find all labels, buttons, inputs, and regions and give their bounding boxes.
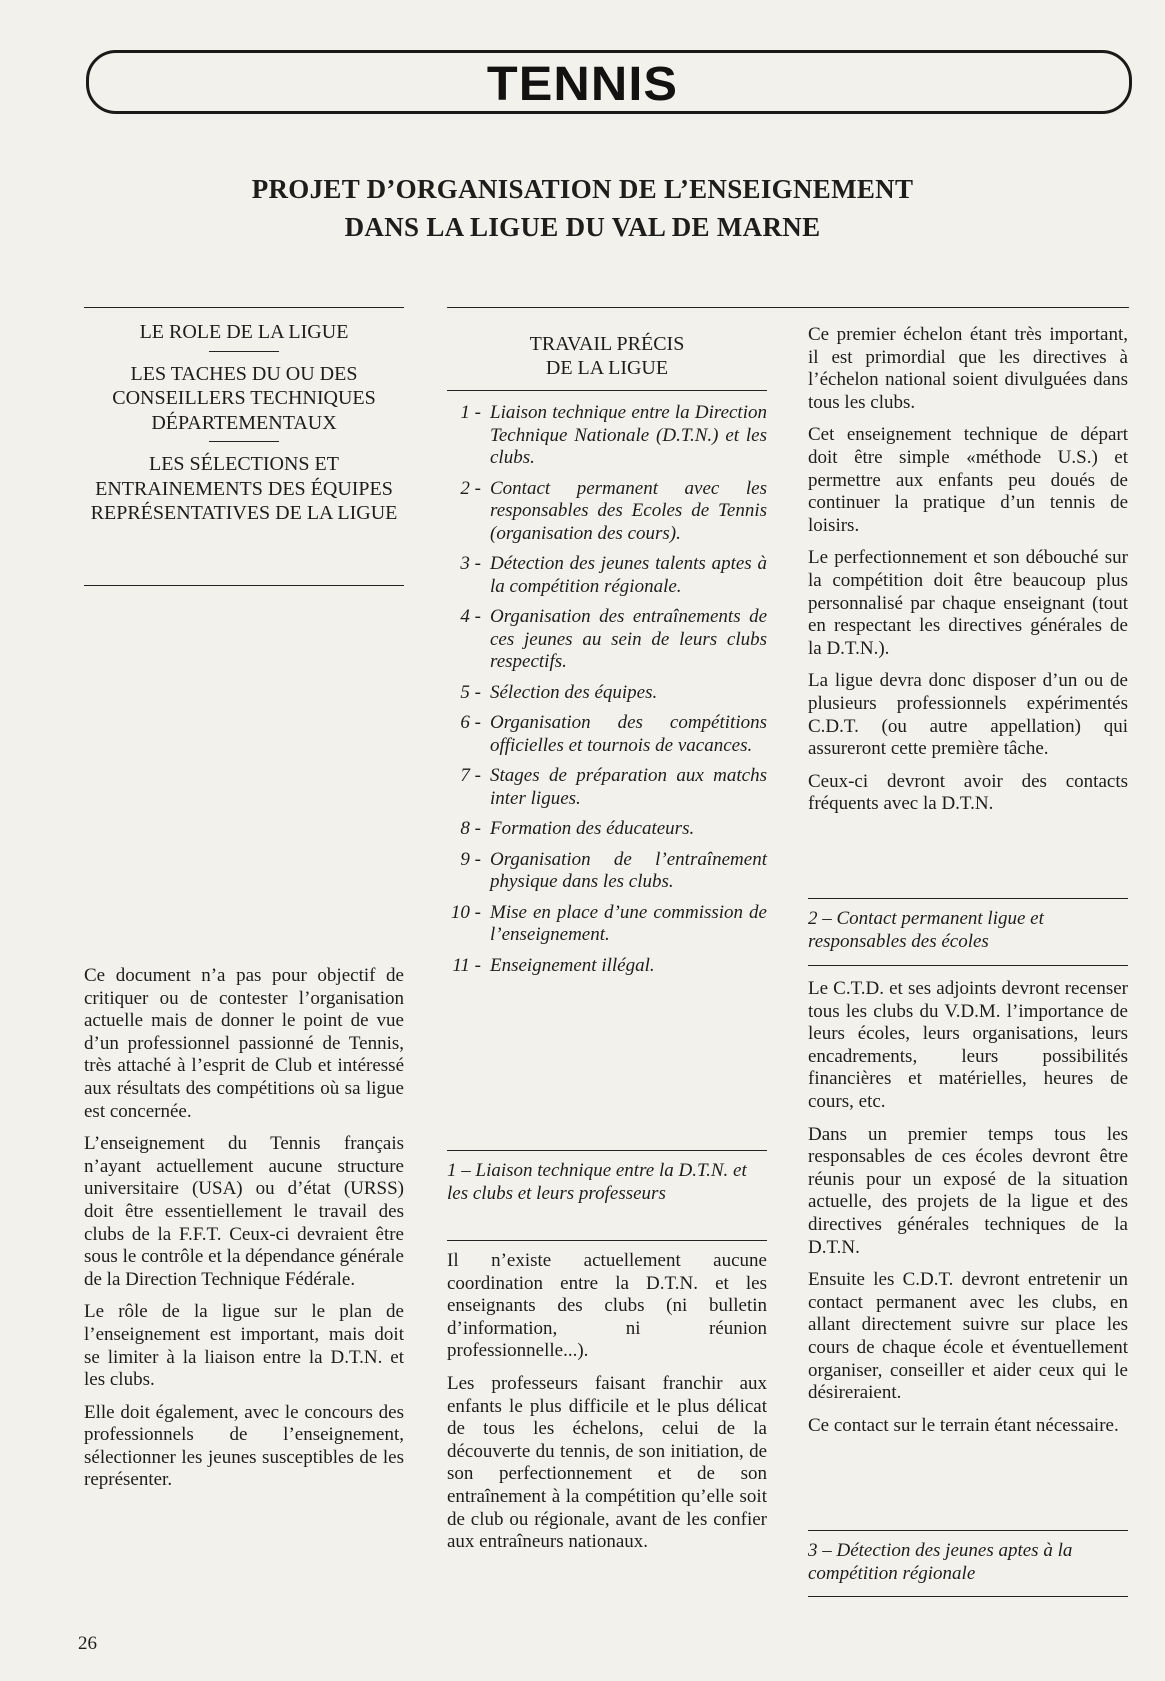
section-header xyxy=(0,57,1165,112)
paragraph: Ceux-ci devront avoir des contacts fréquents avec la D.T.N. xyxy=(808,770,1128,815)
list-number: 3 - xyxy=(460,553,481,574)
paragraph: Le perfectionnement et son débouché sur la compétition doit être beaucoup plus personnalisé par chaque enseignant (tout en respectant les directives générales de la D.T.N.). xyxy=(808,547,1128,659)
paragraph: L’enseignement du Tennis français n’ayant actuellement aucune structure universitaire (USA) ou d’état (URSS) doit être essentiellement le travail des clubs de la F.F.T. Ceux-ci devraient être sous le contrôle et la dépendance générale de la Direction Technique Fédérale. xyxy=(84,1133,404,1290)
section2-bottom-rule xyxy=(808,965,1128,966)
col1-body xyxy=(84,965,404,1502)
list-item xyxy=(447,955,767,978)
list-item xyxy=(447,606,767,674)
list-item xyxy=(447,478,767,546)
heading-divider xyxy=(209,441,279,442)
paragraph: Ce premier échelon étant très important, il est primordial que les directives à l’échelon national soient divulguées dans tous les clubs. xyxy=(808,324,1128,413)
col2-body xyxy=(447,1250,767,1564)
paragraph: Il n’existe actuellement aucune coordination entre la D.T.N. et les enseignants des clubs (ni bulletin d’information, ni réunion professionnelle...). xyxy=(447,1250,767,1362)
list-number: 5 - xyxy=(460,681,481,703)
section1-bottom-rule xyxy=(447,1240,767,1241)
heading-role-ligue: LE ROLE DE LA LIGUE xyxy=(139,321,349,343)
heading-selections: LES SÉLECTIONS ET ENTRAINEMENTS DES ÉQUIPES REPRÉSENTATIVES DE LA LIGUE xyxy=(90,453,398,524)
col2-heading-rule xyxy=(447,390,767,391)
section3-title: 3 – Détection des jeunes aptes à la compétition régionale xyxy=(808,1540,1073,1584)
list-text: Contact permanent avec les responsables des Ecoles de Tennis (organisation des cours). xyxy=(490,477,767,544)
list-item xyxy=(447,818,767,841)
section-header-text: TENNIS xyxy=(472,58,693,111)
heading-travail-line2: DE LA LIGUE xyxy=(545,357,669,379)
paragraph: Dans un premier temps tous les responsables de ces écoles devront être réunis pour un exposé de la situation actuelle, des projets de la ligue et des directives générales techniques de la D.T.N. xyxy=(808,1123,1128,1258)
list-item xyxy=(447,902,767,947)
list-text: Mise en place d’une commission de l’enseignement. xyxy=(490,901,767,945)
paragraph: Cet enseignement technique de départ doit être simple «méthode U.S.) et permettre aux enfants peu doués de continuer la pratique d’un tennis de loisirs. xyxy=(808,424,1128,536)
list-item xyxy=(447,402,767,470)
list-text: Organisation des entraînements de ces jeunes au sein de leurs clubs respectifs. xyxy=(490,606,767,672)
section2-title: 2 – Contact permanent ligue et responsables des écoles xyxy=(808,908,1044,952)
paragraph: Ce contact sur le terrain étant nécessaire. xyxy=(808,1414,1119,1436)
list-number: 7 - xyxy=(460,765,481,786)
section3-bottom-rule xyxy=(808,1596,1128,1597)
page-title-line2: DANS LA LIGUE DU VAL DE MARNE xyxy=(344,212,821,242)
col2-heading xyxy=(447,332,767,380)
list-number: 9 - xyxy=(460,848,481,870)
list-item xyxy=(447,553,767,598)
paragraph: Les professeurs faisant franchir aux enfants le plus difficile et le plus délicat de tous les échelons, celui de la découverte du tennis, de son initiation, de son perfectionnement et de son entraînement à la compétition qu’elle soit de club ou régionale, avant de les confier aux entraîneurs nationaux. xyxy=(447,1372,767,1553)
list-text: Enseignement illégal. xyxy=(490,954,655,976)
list-item xyxy=(447,682,767,705)
list-text: Sélection des équipes. xyxy=(490,681,658,703)
section1-top-rule xyxy=(447,1150,767,1151)
list-number: 8 - xyxy=(460,818,481,839)
list-text: Liaison technique entre la Direction Technique Nationale (D.T.N.) et les clubs. xyxy=(490,402,767,468)
paragraph: Le C.T.D. et ses adjoints devront recenser tous les clubs du V.D.M. l’importance de leurs écoles, leurs organisations, leurs encadrements, leurs possibilités financières et matérielles, heures de cours, etc. xyxy=(808,978,1128,1112)
col23-top-rule xyxy=(447,307,1129,308)
list-number: 11 - xyxy=(452,954,481,976)
list-number: 2 - xyxy=(460,477,481,499)
list-number: 1 - xyxy=(460,402,481,423)
list-text: Détection des jeunes talents aptes à la compétition régionale. xyxy=(490,553,767,597)
paragraph: Le rôle de la ligue sur le plan de l’enseignement est important, mais doit se limiter à la liaison entre la D.T.N. et les clubs. xyxy=(84,1301,404,1391)
col1-heading-bottom-rule xyxy=(84,585,404,586)
heading-travail-line1: TRAVAIL PRÉCIS xyxy=(529,333,685,355)
col3-body-a xyxy=(808,324,1128,826)
list-text: Formation des éducateurs. xyxy=(490,818,695,839)
page-number: 26 xyxy=(78,1633,97,1654)
paragraph: Ensuite les C.D.T. devront entretenir un contact permanent avec les clubs, en allant directement suivre sur place les cours de chaque école et éventuellement organiser, conseiller et aider ceux qui le désireraient. xyxy=(808,1269,1128,1404)
section1-title: 1 – Liaison technique entre la D.T.N. et les clubs et leurs professeurs xyxy=(447,1160,747,1204)
page-title xyxy=(0,170,1165,246)
section2-top-rule xyxy=(808,898,1128,899)
paragraph: Elle doit également, avec le concours des professionnels de l’enseignement, sélectionner les jeunes susceptibles de les représenter. xyxy=(84,1401,404,1491)
col1-headings xyxy=(84,320,404,526)
list-item xyxy=(447,849,767,894)
list-text: Organisation de l’entraînement physique dans les clubs. xyxy=(490,848,767,892)
list-item xyxy=(447,712,767,757)
col3-body-b xyxy=(808,978,1128,1447)
list-text: Stages de préparation aux matchs inter ligues. xyxy=(490,765,767,809)
section3-top-rule xyxy=(808,1530,1128,1531)
heading-taches-conseillers: LES TACHES DU OU DES CONSEILLERS TECHNIQUES DÉPARTEMENTAUX xyxy=(112,362,376,434)
list-number: 6 - xyxy=(460,712,481,733)
paragraph: La ligue devra donc disposer d’un ou de plusieurs professionnels expérimentés C.D.T. (ou autre appellation) qui assureront cette première tâche. xyxy=(808,670,1128,760)
col1-top-rule xyxy=(84,307,404,308)
paragraph: Ce document n’a pas pour objectif de critiquer ou de contester l’organisation actuelle mais de donner le point de vue d’un professionnel passionné de Tennis, très attaché à l’esprit de Club et intéressé aux résultats des compétitions où sa ligue est concernée. xyxy=(84,965,404,1122)
list-number: 4 - xyxy=(460,606,481,627)
list-item xyxy=(447,765,767,810)
list-number: 10 - xyxy=(450,901,481,923)
task-list xyxy=(447,402,767,985)
page-title-line1: PROJET D’ORGANISATION DE L’ENSEIGNEMENT xyxy=(251,174,914,204)
list-text: Organisation des compétitions officielles et tournois de vacances. xyxy=(490,712,767,756)
heading-divider xyxy=(209,351,279,352)
